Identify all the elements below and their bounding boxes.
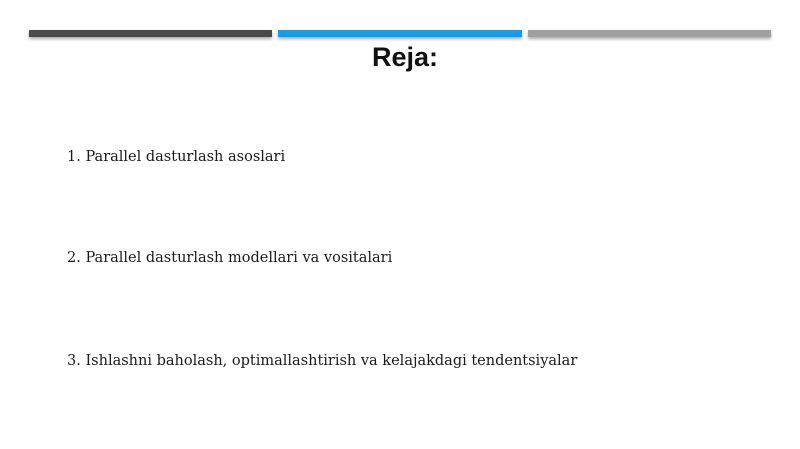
slide-title: Reja: xyxy=(371,42,439,72)
agenda-item-2: 2. Parallel dasturlash modellari va vositalari xyxy=(67,250,393,266)
accent-bar-dark xyxy=(29,30,272,37)
accent-bar-blue xyxy=(278,30,522,37)
agenda-item-1: 1. Parallel dasturlash asoslari xyxy=(67,149,286,165)
accent-bar-gray xyxy=(528,30,771,37)
agenda-item-3: 3. Ishlashni baholash, optimallashtirish va kelajakdagi tendentsiyalar xyxy=(67,353,578,369)
